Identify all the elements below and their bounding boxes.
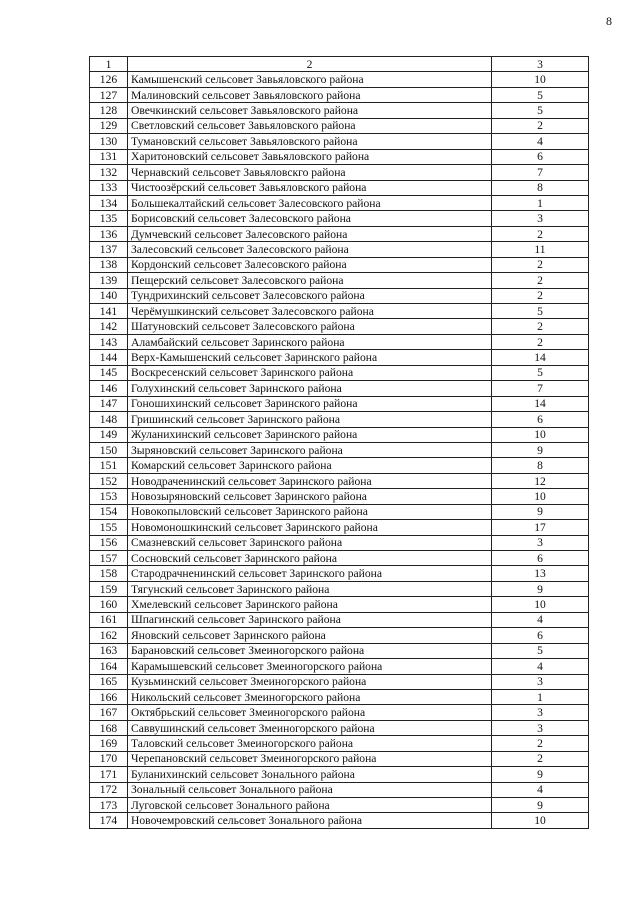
row-settlement-name: Гришинский сельсовет Заринского района: [128, 412, 492, 427]
row-value: 3: [492, 211, 589, 226]
row-settlement-name: Барановский сельсовет Змеиногорского района: [128, 643, 492, 658]
row-value: 13: [492, 566, 589, 581]
table-row: [90, 705, 589, 720]
table-row: [90, 273, 589, 288]
row-value: 2: [492, 118, 589, 133]
row-number: 163: [90, 643, 128, 658]
row-number: 162: [90, 628, 128, 643]
table-row: [90, 381, 589, 396]
table-row: [90, 118, 589, 133]
row-settlement-name: Голухинский сельсовет Заринского района: [128, 381, 492, 396]
row-number: 131: [90, 149, 128, 164]
row-settlement-name: Жуланихинский сельсовет Заринского района: [128, 427, 492, 442]
row-number: 136: [90, 226, 128, 241]
table-row: [90, 674, 589, 689]
table-row: [90, 242, 589, 257]
row-settlement-name: Саввушинский сельсовет Змеиногорского района: [128, 720, 492, 735]
row-number: 144: [90, 350, 128, 365]
row-settlement-name: Овечкинский сельсовет Завьяловского района: [128, 103, 492, 118]
row-value: 5: [492, 87, 589, 102]
table-row: [90, 767, 589, 782]
table-body: [90, 72, 589, 828]
table-row: [90, 798, 589, 813]
table-row: [90, 334, 589, 349]
column-header-value: 3: [492, 57, 589, 72]
row-number: 155: [90, 520, 128, 535]
row-settlement-name: Новочемровский сельсовет Зонального района: [128, 813, 492, 828]
row-number: 134: [90, 195, 128, 210]
row-value: 2: [492, 226, 589, 241]
table-row: [90, 551, 589, 566]
row-number: 170: [90, 751, 128, 766]
row-settlement-name: Буланихинский сельсовет Зонального района: [128, 767, 492, 782]
row-number: 129: [90, 118, 128, 133]
row-value: 3: [492, 720, 589, 735]
table-row: [90, 103, 589, 118]
data-table: [89, 56, 589, 829]
table-row: [90, 149, 589, 164]
row-settlement-name: Светловский сельсовет Завьяловского района: [128, 118, 492, 133]
row-settlement-name: Большекалтайский сельсовет Залесовского района: [128, 195, 492, 210]
row-settlement-name: Залесовский сельсовет Залесовского района: [128, 242, 492, 257]
row-settlement-name: Тундрихинский сельсовет Залесовского района: [128, 288, 492, 303]
row-value: 1: [492, 195, 589, 210]
row-value: 7: [492, 381, 589, 396]
table-row: [90, 612, 589, 627]
column-header-name: 2: [128, 57, 492, 72]
table-row: [90, 689, 589, 704]
row-number: 148: [90, 412, 128, 427]
table-row: [90, 165, 589, 180]
row-number: 139: [90, 273, 128, 288]
row-settlement-name: Луговской сельсовет Зонального района: [128, 798, 492, 813]
row-value: 5: [492, 304, 589, 319]
table-row: [90, 180, 589, 195]
row-value: 3: [492, 674, 589, 689]
row-value: 8: [492, 180, 589, 195]
row-value: 2: [492, 257, 589, 272]
row-settlement-name: Думчевский сельсовет Залесовского района: [128, 226, 492, 241]
row-settlement-name: Новокопыловский сельсовет Заринского района: [128, 504, 492, 519]
row-number: 140: [90, 288, 128, 303]
row-value: 2: [492, 273, 589, 288]
row-value: 2: [492, 736, 589, 751]
row-number: 172: [90, 782, 128, 797]
row-number: 174: [90, 813, 128, 828]
table-row: [90, 195, 589, 210]
row-value: 1: [492, 689, 589, 704]
row-value: 17: [492, 520, 589, 535]
table-row: [90, 288, 589, 303]
row-value: 2: [492, 319, 589, 334]
row-value: 4: [492, 782, 589, 797]
row-value: 10: [492, 813, 589, 828]
table-row: [90, 412, 589, 427]
table-row: [90, 520, 589, 535]
row-number: 159: [90, 581, 128, 596]
row-number: 127: [90, 87, 128, 102]
row-number: 166: [90, 689, 128, 704]
row-settlement-name: Пещерский сельсовет Залесовского района: [128, 273, 492, 288]
row-number: 138: [90, 257, 128, 272]
row-value: 3: [492, 535, 589, 550]
row-settlement-name: Смазневский сельсовет Заринского района: [128, 535, 492, 550]
row-number: 149: [90, 427, 128, 442]
row-number: 167: [90, 705, 128, 720]
table-row: [90, 566, 589, 581]
row-value: 7: [492, 165, 589, 180]
table-row: [90, 442, 589, 457]
row-number: 164: [90, 659, 128, 674]
row-number: 145: [90, 365, 128, 380]
table-row: [90, 72, 589, 87]
row-number: 146: [90, 381, 128, 396]
row-number: 153: [90, 489, 128, 504]
row-value: 6: [492, 149, 589, 164]
row-value: 14: [492, 396, 589, 411]
row-settlement-name: Камышенский сельсовет Завьяловского района: [128, 72, 492, 87]
row-value: 9: [492, 798, 589, 813]
table-row: [90, 535, 589, 550]
row-value: 6: [492, 412, 589, 427]
table-row: [90, 396, 589, 411]
table-row: [90, 427, 589, 442]
row-number: 169: [90, 736, 128, 751]
row-value: 10: [492, 489, 589, 504]
row-number: 156: [90, 535, 128, 550]
row-settlement-name: Черепановский сельсовет Змеиногорского района: [128, 751, 492, 766]
row-number: 168: [90, 720, 128, 735]
row-value: 10: [492, 597, 589, 612]
table-row: [90, 458, 589, 473]
row-value: 9: [492, 504, 589, 519]
row-settlement-name: Комарский сельсовет Заринского района: [128, 458, 492, 473]
row-settlement-name: Стародрачненинский сельсовет Заринского района: [128, 566, 492, 581]
row-value: 9: [492, 442, 589, 457]
row-value: 3: [492, 705, 589, 720]
table-row: [90, 597, 589, 612]
row-value: 14: [492, 350, 589, 365]
row-number: 173: [90, 798, 128, 813]
row-settlement-name: Карамышевский сельсовет Змеиногорского района: [128, 659, 492, 674]
row-value: 9: [492, 581, 589, 596]
row-number: 158: [90, 566, 128, 581]
table-row: [90, 365, 589, 380]
table-row: [90, 473, 589, 488]
table-row: [90, 581, 589, 596]
row-number: 133: [90, 180, 128, 195]
row-settlement-name: Чистоозёрский сельсовет Завьяловского района: [128, 180, 492, 195]
table-row: [90, 720, 589, 735]
table-header-row: [90, 57, 589, 72]
row-value: 2: [492, 288, 589, 303]
table-row: [90, 628, 589, 643]
row-settlement-name: Тумановский сельсовет Завьяловского района: [128, 134, 492, 149]
row-number: 154: [90, 504, 128, 519]
row-number: 143: [90, 334, 128, 349]
table-row: [90, 489, 589, 504]
row-settlement-name: Таловский сельсовет Змеиногорского района: [128, 736, 492, 751]
table-row: [90, 350, 589, 365]
row-number: 171: [90, 767, 128, 782]
row-settlement-name: Аламбайский сельсовет Заринского района: [128, 334, 492, 349]
column-header-number: 1: [90, 57, 128, 72]
row-number: 142: [90, 319, 128, 334]
row-settlement-name: Чернавский сельсовет Завьяловскго района: [128, 165, 492, 180]
row-number: 165: [90, 674, 128, 689]
page-number: 8: [606, 14, 612, 28]
row-value: 11: [492, 242, 589, 257]
row-settlement-name: Шатуновский сельсовет Залесовского района: [128, 319, 492, 334]
row-settlement-name: Кордонский сельсовет Залесовского района: [128, 257, 492, 272]
row-settlement-name: Сосновский сельсовет Заринского района: [128, 551, 492, 566]
row-settlement-name: Новозыряновский сельсовет Заринского района: [128, 489, 492, 504]
row-number: 160: [90, 597, 128, 612]
table-row: [90, 782, 589, 797]
table-row: [90, 813, 589, 828]
row-value: 4: [492, 659, 589, 674]
row-settlement-name: Октябрьский сельсовет Змеиногорского района: [128, 705, 492, 720]
row-number: 137: [90, 242, 128, 257]
row-value: 8: [492, 458, 589, 473]
row-number: 157: [90, 551, 128, 566]
row-settlement-name: Яновский сельсовет Заринского района: [128, 628, 492, 643]
table-row: [90, 304, 589, 319]
row-number: 141: [90, 304, 128, 319]
row-number: 135: [90, 211, 128, 226]
row-settlement-name: Новомоношкинский сельсовет Заринского района: [128, 520, 492, 535]
table-row: [90, 134, 589, 149]
row-value: 2: [492, 751, 589, 766]
row-value: 5: [492, 643, 589, 658]
table-row: [90, 643, 589, 658]
row-value: 10: [492, 427, 589, 442]
table-row: [90, 751, 589, 766]
table-row: [90, 504, 589, 519]
row-settlement-name: Верх-Камышенский сельсовет Заринского района: [128, 350, 492, 365]
row-value: 5: [492, 103, 589, 118]
row-value: 4: [492, 134, 589, 149]
row-number: 150: [90, 442, 128, 457]
row-settlement-name: Харитоновский сельсовет Завьяловского района: [128, 149, 492, 164]
table-row: [90, 659, 589, 674]
row-settlement-name: Новодраченинский сельсовет Заринского района: [128, 473, 492, 488]
row-value: 4: [492, 612, 589, 627]
row-number: 132: [90, 165, 128, 180]
row-settlement-name: Кузьминский сельсовет Змеиногорского района: [128, 674, 492, 689]
table-row: [90, 736, 589, 751]
row-settlement-name: Гоношихинский сельсовет Заринского района: [128, 396, 492, 411]
row-number: 126: [90, 72, 128, 87]
row-settlement-name: Воскресенский сельсовет Заринского района: [128, 365, 492, 380]
row-value: 6: [492, 551, 589, 566]
row-settlement-name: Зональный сельсовет Зонального района: [128, 782, 492, 797]
row-settlement-name: Шпагинский сельсовет Заринского района: [128, 612, 492, 627]
row-number: 130: [90, 134, 128, 149]
row-value: 2: [492, 334, 589, 349]
row-value: 12: [492, 473, 589, 488]
row-value: 5: [492, 365, 589, 380]
row-number: 147: [90, 396, 128, 411]
row-value: 9: [492, 767, 589, 782]
row-number: 161: [90, 612, 128, 627]
row-number: 152: [90, 473, 128, 488]
table-row: [90, 257, 589, 272]
row-settlement-name: Хмелевский сельсовет Заринского района: [128, 597, 492, 612]
row-settlement-name: Зыряновский сельсовет Заринского района: [128, 442, 492, 457]
row-settlement-name: Тягунский сельсовет Заринского района: [128, 581, 492, 596]
row-value: 6: [492, 628, 589, 643]
row-number: 151: [90, 458, 128, 473]
table-row: [90, 319, 589, 334]
row-settlement-name: Борисовский сельсовет Залесовского района: [128, 211, 492, 226]
row-settlement-name: Никольский сельсовет Змеиногорского района: [128, 689, 492, 704]
table-row: [90, 226, 589, 241]
table-row: [90, 87, 589, 102]
table-row: [90, 211, 589, 226]
row-settlement-name: Черёмушкинский сельсовет Залесовского района: [128, 304, 492, 319]
row-settlement-name: Малиновский сельсовет Завьяловского района: [128, 87, 492, 102]
row-number: 128: [90, 103, 128, 118]
row-value: 10: [492, 72, 589, 87]
